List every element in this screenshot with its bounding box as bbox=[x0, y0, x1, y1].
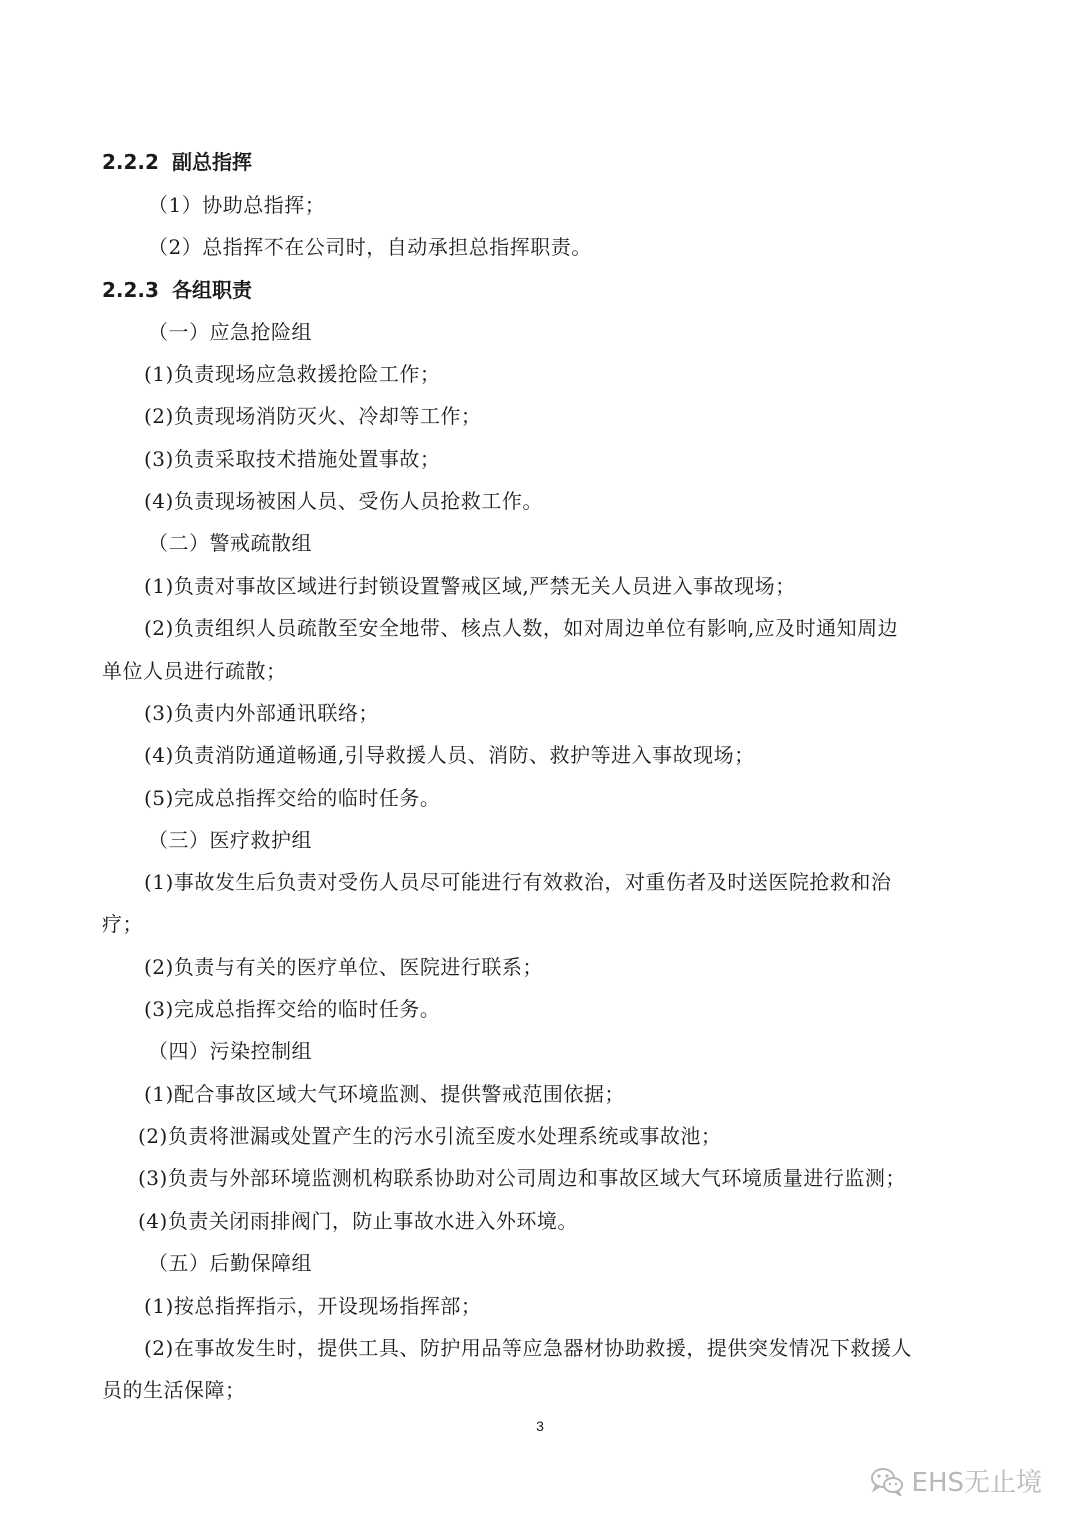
section-title: 各组职责 bbox=[172, 278, 252, 302]
group-title: （三）医疗救护组 bbox=[148, 828, 312, 852]
section-number: 2.2.2 bbox=[102, 150, 159, 174]
paragraph-line: (2)负责将泄漏或处置产生的污水引流至废水处理系统或事故池； bbox=[138, 1124, 722, 1148]
group-title: （四）污染控制组 bbox=[148, 1039, 312, 1063]
paragraph-line: (1)负责对事故区域进行封锁设置警戒区域,严禁无关人员进入事故现场； bbox=[144, 574, 796, 598]
page-number: 3 bbox=[536, 1418, 544, 1434]
paragraph-line: 员的生活保障； bbox=[102, 1378, 246, 1402]
paragraph-line: (2)负责组织人员疏散至安全地带、核点人数，如对周边单位有影响,应及时通知周边 bbox=[144, 616, 899, 640]
paragraph-line: (1)按总指挥指示，开设现场指挥部； bbox=[144, 1294, 482, 1318]
section-heading-223 bbox=[102, 274, 252, 303]
group-title: （二）警戒疏散组 bbox=[148, 531, 312, 555]
paragraph-line: (3)负责采取技术措施处置事故； bbox=[144, 447, 441, 471]
group-title: （五）后勤保障组 bbox=[148, 1251, 312, 1275]
paragraph-line: (2)负责现场消防灭火、冷却等工作； bbox=[144, 404, 482, 428]
paragraph-line: （2）总指挥不在公司时，自动承担总指挥职责。 bbox=[148, 235, 592, 259]
watermark bbox=[870, 1462, 1042, 1499]
paragraph-line: (1)事故发生后负责对受伤人员尽可能进行有效救治，对重伤者及时送医院抢救和治 bbox=[144, 870, 892, 894]
paragraph-line: 单位人员进行疏散； bbox=[102, 659, 287, 683]
paragraph-line: （1）协助总指挥； bbox=[148, 193, 326, 217]
paragraph-line: (3)负责与外部环境监测机构联系协助对公司周边和事故区域大气环境质量进行监测； bbox=[138, 1166, 906, 1190]
paragraph-line: (4)负责现场被困人员、受伤人员抢救工作。 bbox=[144, 489, 543, 513]
section-heading-222 bbox=[102, 146, 252, 175]
section-number: 2.2.3 bbox=[102, 278, 159, 302]
wechat-icon bbox=[870, 1466, 904, 1496]
group-title: （一）应急抢险组 bbox=[148, 320, 312, 344]
section-title: 副总指挥 bbox=[172, 150, 252, 174]
paragraph-line: (4)负责关闭雨排阀门，防止事故水进入外环境。 bbox=[138, 1209, 578, 1233]
paragraph-line: (3)完成总指挥交给的临时任务。 bbox=[144, 997, 441, 1021]
paragraph-line: (2)在事故发生时，提供工具、防护用品等应急器材协助救援，提供突发情况下救援人 bbox=[144, 1336, 912, 1360]
paragraph-line: (1)配合事故区域大气环境监测、提供警戒范围依据； bbox=[144, 1082, 625, 1106]
watermark-text: EHS无止境 bbox=[911, 1468, 1042, 1498]
paragraph-line: (3)负责内外部通讯联络； bbox=[144, 701, 379, 725]
paragraph-line: (2)负责与有关的医疗单位、医院进行联系； bbox=[144, 955, 543, 979]
paragraph-line: (5)完成总指挥交给的临时任务。 bbox=[144, 786, 441, 810]
paragraph-line: 疗； bbox=[102, 912, 143, 936]
paragraph-line: (1)负责现场应急救援抢险工作； bbox=[144, 362, 441, 386]
paragraph-line: (4)负责消防通道畅通,引导救援人员、消防、救护等进入事故现场； bbox=[144, 743, 755, 767]
